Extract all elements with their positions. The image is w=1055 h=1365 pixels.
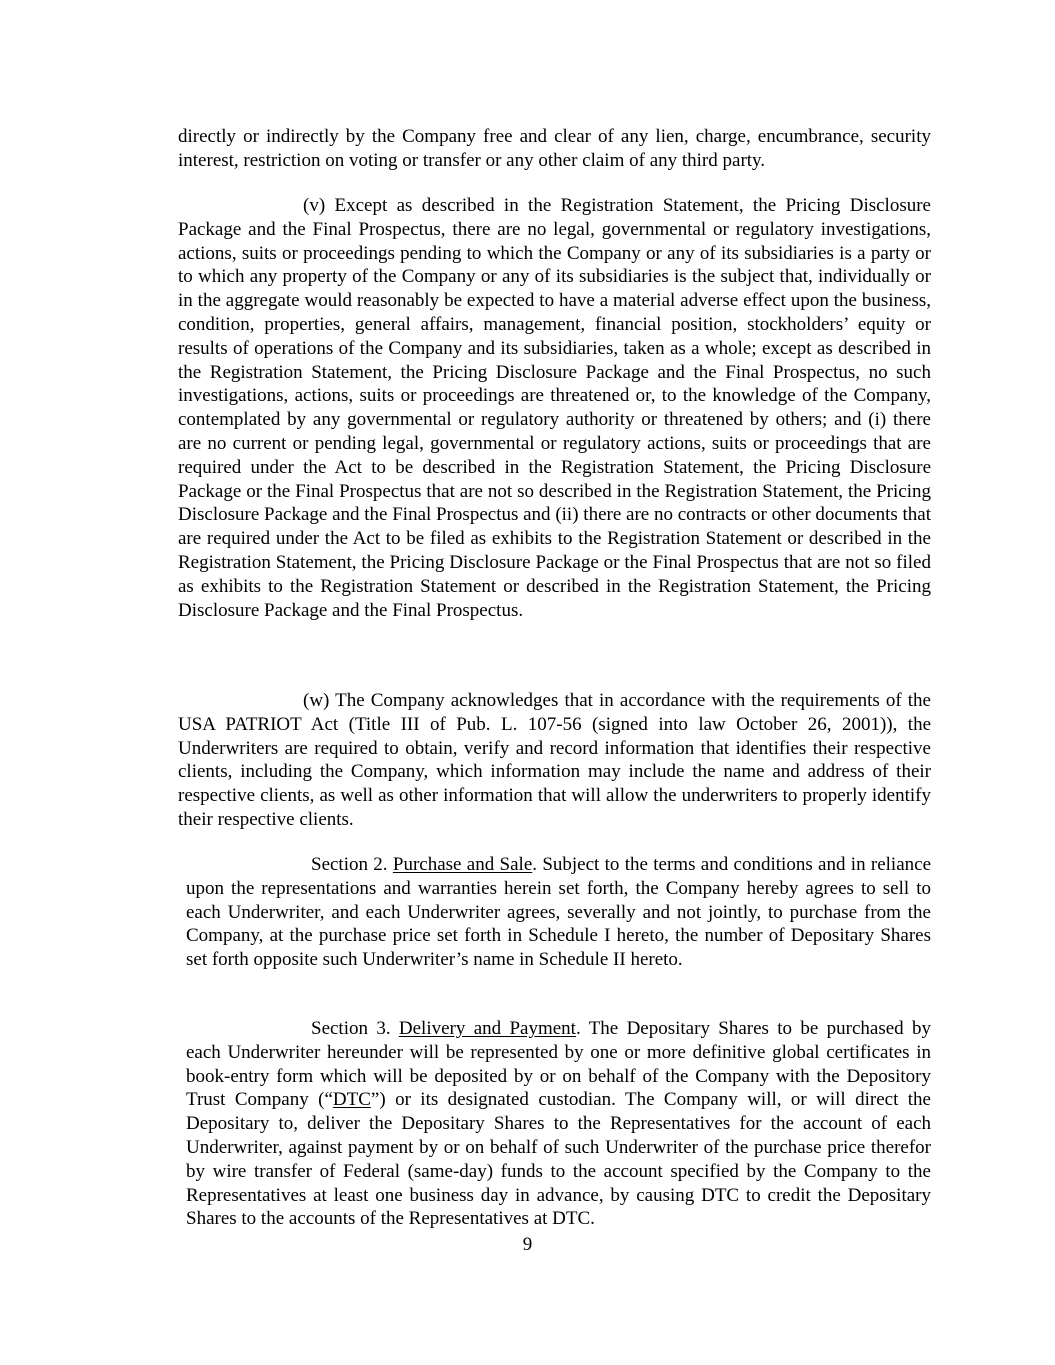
- dtc-defined-term: DTC: [332, 1089, 371, 1111]
- paragraph-continuation: directly or indirectly by the Company free and clear of any lien, charge, encumbrance, security interest, restriction on voting or transfer or any other claim of any third party.: [178, 126, 931, 171]
- page-number: 9: [522, 1234, 533, 1255]
- section-3-label: Section 3.: [311, 1018, 399, 1039]
- section-2-label: Section 2.: [311, 854, 393, 875]
- section-3-body-part-1: . The Depositary Shares to be purchased by each Underwriter hereunder will be represented by one or more definitive global certificates in book-entry form which will be deposited by or on behalf of the Company with the Depository Trust Company (“: [186, 1018, 931, 1111]
- section-3-paragraph: [186, 1017, 931, 1231]
- section-3-body-part-2: ”) or its designated custodian. The Company will, or will direct the Depositary to, deliver the Depositary Shares to the Representatives for the account of each Underwriter, against payment by or on behalf of such Underwriter of the purchase price therefor by wire transfer of Federal (same-day) funds to the account specified by the Company to the Representatives at least one business day in advance, by causing DTC to credit the Depositary Shares to the accounts of the Representatives at DTC.: [186, 1089, 931, 1230]
- section-2-paragraph: [186, 853, 931, 972]
- section-2-body: . Subject to the terms and conditions and in reliance upon the representations and warranties herein set forth, the Company hereby agrees to sell to each Underwriter, and each Underwriter agrees, severally and not jointly, to purchase from the Company, at the purchase price set forth in Schedule I hereto, the number of Depositary Shares set forth opposite such Underwriter’s name in Schedule II hereto.: [186, 854, 932, 971]
- section-2-heading: Purchase and Sale: [392, 854, 533, 875]
- paragraph-v: (v) Except as described in the Registration Statement, the Pricing Disclosure Package and the Final Prospectus, there are no legal, governmental or regulatory investigations, actions, suits or proceedings pending to which the Company or any of its subsidiaries is a party or to which any property of the Company or any of its subsidiaries is the subject that, individually or in the aggregate would reasonably be expected to have a material adverse effect upon the business, condition, properties, general affairs, management, financial position, stockholders’ equity or results of operations of the Company and its subsidiaries, taken as a whole; except as described in the Registration Statement, the Pricing Disclosure Package and the Final Prospectus, no such investigations, actions, suits or proceedings are threatened or, to the knowledge of the Company, contemplated by any governmental or regulatory authority or threatened by others; and (i) there are no current or pending legal, governmental or regulatory actions, suits or proceedings that are required under the Act to be described in the Registration Statement, the Pricing Disclosure Package or the Final Prospectus that are not so described in the Registration Statement, the Pricing Disclosure Package and the Final Prospectus and (ii) there are no contracts or other documents that are required under the Act to be filed as exhibits to the Registration Statement or described in the Registration Statement, the Pricing Disclosure Package or the Final Prospectus that are not so filed as exhibits to the Registration Statement or described in the Registration Statement, the Pricing Disclosure Package and the Final Prospectus.: [178, 195, 931, 621]
- section-3-heading: Delivery and Payment: [398, 1018, 576, 1039]
- paragraph-w: (w) The Company acknowledges that in accordance with the requirements of the USA PATRIOT Act (Title III of Pub. L. 107-56 (signed into law October 26, 2001)), the Underwriters are required to obtain, verify and record information that identifies their respective clients, including the Company, which information may include the name and address of their respective clients, as well as other information that will allow the underwriters to properly identify their respective clients.: [178, 690, 931, 830]
